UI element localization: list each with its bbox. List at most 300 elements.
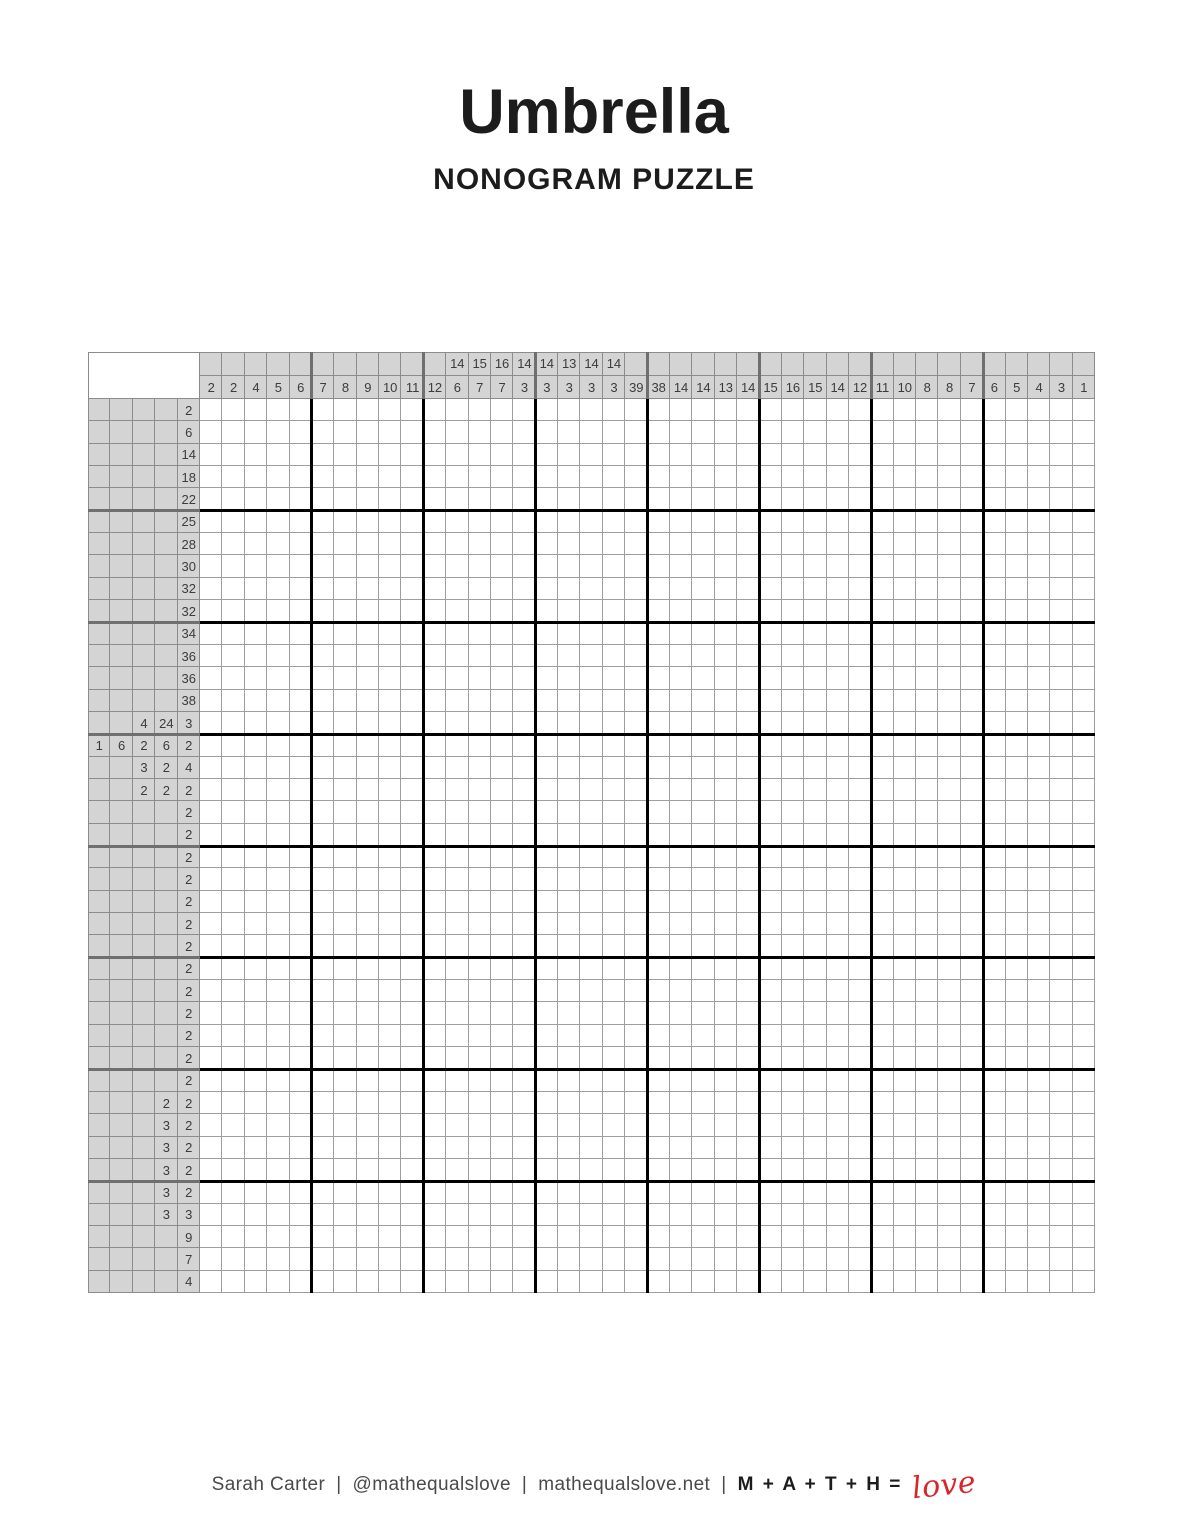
grid-cell[interactable] (558, 958, 580, 980)
grid-cell[interactable] (1028, 421, 1050, 443)
grid-cell[interactable] (737, 801, 759, 823)
grid-cell[interactable] (983, 1204, 1005, 1226)
grid-cell[interactable] (401, 868, 423, 890)
grid-cell[interactable] (1050, 1070, 1072, 1092)
grid-cell[interactable] (513, 824, 535, 846)
grid-cell[interactable] (849, 1070, 871, 1092)
grid-cell[interactable] (648, 1047, 670, 1069)
grid-cell[interactable] (804, 935, 826, 957)
grid-cell[interactable] (759, 1070, 781, 1092)
grid-cell[interactable] (1050, 913, 1072, 935)
grid-cell[interactable] (536, 466, 558, 488)
grid-cell[interactable] (759, 868, 781, 890)
grid-cell[interactable] (222, 868, 244, 890)
grid-cell[interactable] (290, 399, 312, 421)
grid-cell[interactable] (1028, 913, 1050, 935)
grid-cell[interactable] (245, 667, 267, 689)
grid-cell[interactable] (894, 466, 916, 488)
grid-cell[interactable] (938, 1114, 960, 1136)
grid-cell[interactable] (692, 1226, 714, 1248)
grid-cell[interactable] (222, 667, 244, 689)
grid-cell[interactable] (379, 868, 401, 890)
grid-cell[interactable] (580, 1092, 602, 1114)
grid-cell[interactable] (625, 1092, 647, 1114)
grid-cell[interactable] (469, 1137, 491, 1159)
grid-cell[interactable] (558, 578, 580, 600)
grid-cell[interactable] (580, 555, 602, 577)
grid-cell[interactable] (536, 645, 558, 667)
grid-cell[interactable] (491, 891, 513, 913)
grid-cell[interactable] (513, 913, 535, 935)
grid-cell[interactable] (737, 1025, 759, 1047)
grid-cell[interactable] (625, 421, 647, 443)
grid-cell[interactable] (670, 667, 692, 689)
grid-cell[interactable] (558, 801, 580, 823)
grid-cell[interactable] (491, 667, 513, 689)
grid-cell[interactable] (916, 779, 938, 801)
grid-cell[interactable] (200, 623, 222, 645)
grid-cell[interactable] (603, 1047, 625, 1069)
grid-cell[interactable] (357, 1047, 379, 1069)
grid-cell[interactable] (379, 488, 401, 510)
grid-cell[interactable] (200, 1271, 222, 1293)
grid-cell[interactable] (290, 1159, 312, 1181)
grid-cell[interactable] (222, 1159, 244, 1181)
grid-cell[interactable] (222, 824, 244, 846)
grid-cell[interactable] (222, 935, 244, 957)
grid-cell[interactable] (759, 466, 781, 488)
grid-cell[interactable] (200, 801, 222, 823)
grid-cell[interactable] (1006, 466, 1028, 488)
grid-cell[interactable] (804, 801, 826, 823)
grid-cell[interactable] (491, 511, 513, 533)
grid-cell[interactable] (401, 1271, 423, 1293)
grid-cell[interactable] (1028, 846, 1050, 868)
grid-cell[interactable] (715, 1248, 737, 1270)
grid-cell[interactable] (894, 868, 916, 890)
grid-cell[interactable] (648, 980, 670, 1002)
grid-cell[interactable] (692, 1025, 714, 1047)
grid-cell[interactable] (267, 958, 289, 980)
grid-cell[interactable] (670, 757, 692, 779)
grid-cell[interactable] (290, 712, 312, 734)
grid-cell[interactable] (424, 578, 446, 600)
grid-cell[interactable] (491, 801, 513, 823)
grid-cell[interactable] (715, 1181, 737, 1203)
grid-cell[interactable] (782, 757, 804, 779)
grid-cell[interactable] (513, 667, 535, 689)
grid-cell[interactable] (871, 1159, 893, 1181)
grid-cell[interactable] (983, 1159, 1005, 1181)
grid-cell[interactable] (222, 1204, 244, 1226)
grid-cell[interactable] (782, 824, 804, 846)
grid-cell[interactable] (670, 399, 692, 421)
grid-cell[interactable] (692, 488, 714, 510)
grid-cell[interactable] (357, 1025, 379, 1047)
grid-cell[interactable] (715, 1159, 737, 1181)
grid-cell[interactable] (715, 1025, 737, 1047)
grid-cell[interactable] (200, 690, 222, 712)
grid-cell[interactable] (692, 846, 714, 868)
grid-cell[interactable] (983, 935, 1005, 957)
grid-cell[interactable] (290, 1181, 312, 1203)
grid-cell[interactable] (961, 1025, 983, 1047)
grid-cell[interactable] (827, 399, 849, 421)
grid-cell[interactable] (357, 555, 379, 577)
grid-cell[interactable] (916, 801, 938, 823)
grid-cell[interactable] (446, 1092, 468, 1114)
grid-cell[interactable] (491, 444, 513, 466)
grid-cell[interactable] (827, 757, 849, 779)
grid-cell[interactable] (782, 846, 804, 868)
grid-cell[interactable] (1073, 757, 1095, 779)
grid-cell[interactable] (737, 511, 759, 533)
grid-cell[interactable] (961, 533, 983, 555)
grid-cell[interactable] (894, 1137, 916, 1159)
grid-cell[interactable] (625, 801, 647, 823)
grid-cell[interactable] (603, 421, 625, 443)
grid-cell[interactable] (401, 1092, 423, 1114)
grid-cell[interactable] (603, 488, 625, 510)
grid-cell[interactable] (334, 1092, 356, 1114)
grid-cell[interactable] (245, 980, 267, 1002)
grid-cell[interactable] (491, 1181, 513, 1203)
grid-cell[interactable] (827, 980, 849, 1002)
grid-cell[interactable] (983, 645, 1005, 667)
grid-cell[interactable] (983, 578, 1005, 600)
grid-cell[interactable] (446, 555, 468, 577)
grid-cell[interactable] (938, 1226, 960, 1248)
grid-cell[interactable] (379, 846, 401, 868)
grid-cell[interactable] (558, 533, 580, 555)
grid-cell[interactable] (1006, 757, 1028, 779)
grid-cell[interactable] (580, 690, 602, 712)
grid-cell[interactable] (1050, 1181, 1072, 1203)
grid-cell[interactable] (1028, 1047, 1050, 1069)
grid-cell[interactable] (804, 444, 826, 466)
grid-cell[interactable] (603, 600, 625, 622)
grid-cell[interactable] (827, 1092, 849, 1114)
grid-cell[interactable] (580, 1248, 602, 1270)
grid-cell[interactable] (334, 757, 356, 779)
grid-cell[interactable] (491, 1204, 513, 1226)
grid-cell[interactable] (379, 958, 401, 980)
grid-cell[interactable] (849, 734, 871, 756)
grid-cell[interactable] (580, 533, 602, 555)
grid-cell[interactable] (222, 734, 244, 756)
grid-cell[interactable] (267, 623, 289, 645)
grid-cell[interactable] (983, 891, 1005, 913)
grid-cell[interactable] (648, 444, 670, 466)
grid-cell[interactable] (1050, 533, 1072, 555)
grid-cell[interactable] (446, 623, 468, 645)
grid-cell[interactable] (1050, 1047, 1072, 1069)
grid-cell[interactable] (513, 1226, 535, 1248)
grid-cell[interactable] (1073, 645, 1095, 667)
grid-cell[interactable] (648, 734, 670, 756)
grid-cell[interactable] (379, 980, 401, 1002)
grid-cell[interactable] (1006, 623, 1028, 645)
grid-cell[interactable] (580, 1204, 602, 1226)
grid-cell[interactable] (804, 488, 826, 510)
grid-cell[interactable] (491, 757, 513, 779)
grid-cell[interactable] (603, 667, 625, 689)
grid-cell[interactable] (334, 623, 356, 645)
grid-cell[interactable] (290, 935, 312, 957)
grid-cell[interactable] (715, 712, 737, 734)
grid-cell[interactable] (737, 913, 759, 935)
grid-cell[interactable] (737, 868, 759, 890)
grid-cell[interactable] (1050, 466, 1072, 488)
grid-cell[interactable] (983, 1271, 1005, 1293)
grid-cell[interactable] (670, 958, 692, 980)
grid-cell[interactable] (379, 891, 401, 913)
grid-cell[interactable] (849, 958, 871, 980)
grid-cell[interactable] (938, 935, 960, 957)
grid-cell[interactable] (603, 958, 625, 980)
grid-cell[interactable] (1028, 1181, 1050, 1203)
grid-cell[interactable] (692, 913, 714, 935)
grid-cell[interactable] (1006, 667, 1028, 689)
grid-cell[interactable] (1028, 533, 1050, 555)
grid-cell[interactable] (625, 1070, 647, 1092)
grid-cell[interactable] (603, 868, 625, 890)
grid-cell[interactable] (200, 421, 222, 443)
grid-cell[interactable] (558, 690, 580, 712)
grid-cell[interactable] (491, 399, 513, 421)
grid-cell[interactable] (827, 600, 849, 622)
grid-cell[interactable] (625, 578, 647, 600)
grid-cell[interactable] (759, 757, 781, 779)
grid-cell[interactable] (670, 1271, 692, 1293)
grid-cell[interactable] (357, 868, 379, 890)
grid-cell[interactable] (871, 801, 893, 823)
grid-cell[interactable] (222, 1226, 244, 1248)
grid-cell[interactable] (692, 1181, 714, 1203)
grid-cell[interactable] (827, 511, 849, 533)
grid-cell[interactable] (580, 421, 602, 443)
grid-cell[interactable] (670, 1159, 692, 1181)
grid-cell[interactable] (401, 690, 423, 712)
grid-cell[interactable] (267, 779, 289, 801)
grid-cell[interactable] (782, 600, 804, 622)
grid-cell[interactable] (894, 1114, 916, 1136)
grid-cell[interactable] (782, 1204, 804, 1226)
grid-cell[interactable] (1050, 623, 1072, 645)
grid-cell[interactable] (334, 801, 356, 823)
grid-cell[interactable] (222, 466, 244, 488)
grid-cell[interactable] (849, 868, 871, 890)
grid-cell[interactable] (827, 1047, 849, 1069)
grid-cell[interactable] (469, 600, 491, 622)
grid-cell[interactable] (357, 533, 379, 555)
grid-cell[interactable] (1028, 645, 1050, 667)
grid-cell[interactable] (759, 690, 781, 712)
grid-cell[interactable] (580, 488, 602, 510)
grid-cell[interactable] (446, 421, 468, 443)
grid-cell[interactable] (312, 600, 334, 622)
grid-cell[interactable] (401, 891, 423, 913)
grid-cell[interactable] (916, 1271, 938, 1293)
grid-cell[interactable] (759, 935, 781, 957)
grid-cell[interactable] (491, 1248, 513, 1270)
grid-cell[interactable] (938, 1137, 960, 1159)
grid-cell[interactable] (245, 1002, 267, 1024)
grid-cell[interactable] (916, 913, 938, 935)
grid-cell[interactable] (513, 980, 535, 1002)
grid-cell[interactable] (603, 913, 625, 935)
grid-cell[interactable] (759, 488, 781, 510)
grid-cell[interactable] (759, 444, 781, 466)
grid-cell[interactable] (558, 1070, 580, 1092)
grid-cell[interactable] (983, 1181, 1005, 1203)
grid-cell[interactable] (357, 421, 379, 443)
grid-cell[interactable] (715, 645, 737, 667)
grid-cell[interactable] (334, 868, 356, 890)
grid-cell[interactable] (334, 466, 356, 488)
grid-cell[interactable] (983, 980, 1005, 1002)
grid-cell[interactable] (312, 868, 334, 890)
grid-cell[interactable] (469, 935, 491, 957)
grid-cell[interactable] (737, 824, 759, 846)
grid-cell[interactable] (424, 399, 446, 421)
grid-cell[interactable] (580, 1025, 602, 1047)
grid-cell[interactable] (580, 1070, 602, 1092)
grid-cell[interactable] (871, 1271, 893, 1293)
grid-cell[interactable] (290, 913, 312, 935)
grid-cell[interactable] (245, 466, 267, 488)
grid-cell[interactable] (894, 555, 916, 577)
grid-cell[interactable] (536, 1181, 558, 1203)
grid-cell[interactable] (625, 935, 647, 957)
grid-cell[interactable] (961, 623, 983, 645)
grid-cell[interactable] (491, 779, 513, 801)
grid-cell[interactable] (536, 667, 558, 689)
grid-cell[interactable] (961, 1226, 983, 1248)
grid-cell[interactable] (670, 1248, 692, 1270)
grid-cell[interactable] (804, 958, 826, 980)
grid-cell[interactable] (648, 1271, 670, 1293)
grid-cell[interactable] (267, 1137, 289, 1159)
grid-cell[interactable] (625, 600, 647, 622)
grid-cell[interactable] (334, 600, 356, 622)
grid-cell[interactable] (827, 623, 849, 645)
grid-cell[interactable] (446, 1002, 468, 1024)
grid-cell[interactable] (469, 712, 491, 734)
grid-cell[interactable] (849, 645, 871, 667)
grid-cell[interactable] (670, 824, 692, 846)
grid-cell[interactable] (357, 645, 379, 667)
grid-cell[interactable] (536, 1070, 558, 1092)
grid-cell[interactable] (938, 623, 960, 645)
grid-cell[interactable] (961, 846, 983, 868)
grid-cell[interactable] (290, 757, 312, 779)
grid-cell[interactable] (737, 555, 759, 577)
grid-cell[interactable] (759, 645, 781, 667)
grid-cell[interactable] (1028, 600, 1050, 622)
grid-cell[interactable] (648, 488, 670, 510)
grid-cell[interactable] (290, 488, 312, 510)
grid-cell[interactable] (983, 712, 1005, 734)
grid-cell[interactable] (625, 1204, 647, 1226)
grid-cell[interactable] (357, 757, 379, 779)
grid-cell[interactable] (827, 935, 849, 957)
grid-cell[interactable] (715, 757, 737, 779)
grid-cell[interactable] (759, 1181, 781, 1203)
grid-cell[interactable] (670, 645, 692, 667)
grid-cell[interactable] (312, 1070, 334, 1092)
grid-cell[interactable] (804, 1092, 826, 1114)
grid-cell[interactable] (513, 1181, 535, 1203)
grid-cell[interactable] (379, 1159, 401, 1181)
grid-cell[interactable] (491, 1047, 513, 1069)
grid-cell[interactable] (692, 958, 714, 980)
grid-cell[interactable] (424, 846, 446, 868)
grid-cell[interactable] (603, 690, 625, 712)
grid-cell[interactable] (1073, 712, 1095, 734)
grid-cell[interactable] (312, 1114, 334, 1136)
grid-cell[interactable] (1028, 891, 1050, 913)
grid-cell[interactable] (580, 868, 602, 890)
grid-cell[interactable] (782, 1047, 804, 1069)
grid-cell[interactable] (222, 533, 244, 555)
grid-cell[interactable] (782, 1025, 804, 1047)
grid-cell[interactable] (983, 511, 1005, 533)
grid-cell[interactable] (245, 555, 267, 577)
grid-cell[interactable] (804, 1248, 826, 1270)
grid-cell[interactable] (379, 444, 401, 466)
grid-cell[interactable] (983, 1114, 1005, 1136)
grid-cell[interactable] (580, 667, 602, 689)
grid-cell[interactable] (737, 1092, 759, 1114)
grid-cell[interactable] (469, 1204, 491, 1226)
grid-cell[interactable] (983, 801, 1005, 823)
grid-cell[interactable] (290, 690, 312, 712)
grid-cell[interactable] (267, 1025, 289, 1047)
grid-cell[interactable] (625, 1114, 647, 1136)
grid-cell[interactable] (782, 1002, 804, 1024)
grid-cell[interactable] (245, 868, 267, 890)
grid-cell[interactable] (1073, 1137, 1095, 1159)
grid-cell[interactable] (267, 1226, 289, 1248)
grid-cell[interactable] (222, 1181, 244, 1203)
grid-cell[interactable] (625, 623, 647, 645)
grid-cell[interactable] (849, 1092, 871, 1114)
grid-cell[interactable] (424, 667, 446, 689)
grid-cell[interactable] (1050, 444, 1072, 466)
grid-cell[interactable] (670, 600, 692, 622)
grid-cell[interactable] (961, 690, 983, 712)
grid-cell[interactable] (737, 891, 759, 913)
grid-cell[interactable] (692, 555, 714, 577)
grid-cell[interactable] (200, 1092, 222, 1114)
grid-cell[interactable] (715, 958, 737, 980)
grid-cell[interactable] (401, 399, 423, 421)
grid-cell[interactable] (871, 891, 893, 913)
grid-cell[interactable] (1073, 1159, 1095, 1181)
grid-cell[interactable] (827, 1181, 849, 1203)
grid-cell[interactable] (1006, 891, 1028, 913)
grid-cell[interactable] (334, 533, 356, 555)
grid-cell[interactable] (849, 421, 871, 443)
grid-cell[interactable] (894, 958, 916, 980)
grid-cell[interactable] (1050, 578, 1072, 600)
grid-cell[interactable] (580, 1226, 602, 1248)
grid-cell[interactable] (491, 578, 513, 600)
grid-cell[interactable] (849, 1114, 871, 1136)
grid-cell[interactable] (894, 779, 916, 801)
grid-cell[interactable] (894, 712, 916, 734)
